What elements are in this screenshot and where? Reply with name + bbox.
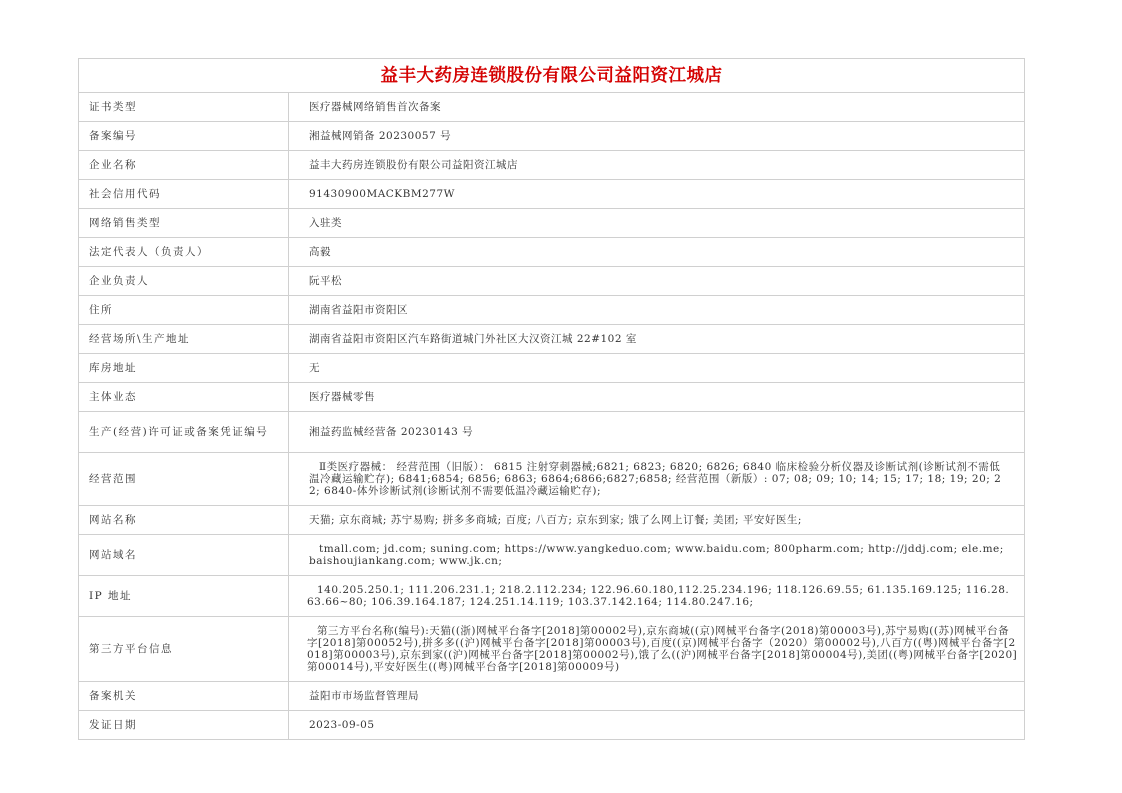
- field-label-cert-type: 证书类型: [79, 93, 289, 122]
- field-value-cert-type: 医疗器械网络销售首次备案: [289, 93, 1025, 122]
- table-row: [79, 412, 1025, 453]
- field-value-business-form: 医疗器械零售: [289, 383, 1025, 412]
- field-value-ip-address: [289, 576, 1025, 617]
- table-row: [79, 682, 1025, 711]
- field-label-website-domains: 网站域名: [79, 535, 289, 576]
- table-row: [79, 267, 1025, 296]
- field-label-issue-date: 发证日期: [79, 711, 289, 740]
- field-label-business-scope: 经营范围: [79, 453, 289, 506]
- title-row: [79, 59, 1025, 93]
- field-label-residence: 住所: [79, 296, 289, 325]
- field-value-company-head: 阮平松: [289, 267, 1025, 296]
- table-row: [79, 383, 1025, 412]
- field-label-license-number: 生产(经营)许可证或备案凭证编号: [79, 412, 289, 453]
- table-row: [79, 180, 1025, 209]
- field-label-company-name: 企业名称: [79, 151, 289, 180]
- table-row: [79, 238, 1025, 267]
- field-value-business-scope: [289, 453, 1025, 506]
- table-row: [79, 506, 1025, 535]
- field-label-business-address: 经营场所\生产地址: [79, 325, 289, 354]
- field-label-record-number: 备案编号: [79, 122, 289, 151]
- field-label-ip-address: IP 地址: [79, 576, 289, 617]
- field-label-credit-code: 社会信用代码: [79, 180, 289, 209]
- website-domains-text: tmall.com; jd.com; suning.com; https://www.yangkeduo.com; www.baidu.com; 800pharm.com; http://jddj.com; ele.me; baishoujiankang.com; www.jk.cn;: [309, 543, 1004, 567]
- table-row: [79, 535, 1025, 576]
- business-scope-text: Ⅱ类医疗器械： 经营范围（旧版）： 6815 注射穿刺器械;6821; 6823; 6820; 6826; 6840 临床检验分析仪器及诊断试剂(诊断试剂不需低温冷藏运输贮存); 6841;6854; 6856; 6863; 6864;6866;6827;6858; 经营范围（新版）: 07; 08; 09; 10; 14; 15; 17; 18; 19; 20; 22; 6840-体外诊断试剂(诊断试剂不需要低温冷藏运输贮存);: [309, 461, 1002, 497]
- table-row: [79, 296, 1025, 325]
- field-value-legal-representative: 高毅: [289, 238, 1025, 267]
- table-row: [79, 209, 1025, 238]
- table-row: [79, 122, 1025, 151]
- field-value-warehouse-address: 无: [289, 354, 1025, 383]
- field-value-sales-type: 入驻类: [289, 209, 1025, 238]
- field-label-website-names: 网站名称: [79, 506, 289, 535]
- field-value-record-authority: 益阳市市场监督管理局: [289, 682, 1025, 711]
- field-label-business-form: 主体业态: [79, 383, 289, 412]
- table-row: [79, 617, 1025, 682]
- field-value-company-name: 益丰大药房连锁股份有限公司益阳资江城店: [289, 151, 1025, 180]
- field-label-record-authority: 备案机关: [79, 682, 289, 711]
- table-row: [79, 325, 1025, 354]
- document-title: 益丰大药房连锁股份有限公司益阳资江城店: [79, 59, 1025, 93]
- field-value-third-party-platform: [289, 617, 1025, 682]
- field-value-license-number: 湘益药监械经营备 20230143 号: [289, 412, 1025, 453]
- field-label-company-head: 企业负责人: [79, 267, 289, 296]
- field-value-record-number: 湘益械网销备 20230057 号: [289, 122, 1025, 151]
- third-party-platform-text: 第三方平台名称(编号):天猫((浙)网械平台备字[2018]第00002号),京东商城((京)网械平台备字(2018)第00003号),苏宁易购((苏)网械平台备字[2018]第00052号),拼多多((沪)网械平台备字[2018]第00003号),百度((京)网械平台备字（2020）第00002号),八百方((粤)网械平台备字[2018]第00003号),京东到家((沪)网械平台备字[2018]第00002号),饿了么((沪)网械平台备字[2018]第00004号),美团((粤)网械平台备字[2020]第00014号),平安好医生((粤)网械平台备字[2018]第00009号): [307, 625, 1018, 673]
- table-row: [79, 354, 1025, 383]
- field-value-credit-code: 91430900MACKBM277W: [289, 180, 1025, 209]
- field-value-residence: 湖南省益阳市资阳区: [289, 296, 1025, 325]
- field-label-sales-type: 网络销售类型: [79, 209, 289, 238]
- field-value-business-address: 湖南省益阳市资阳区汽车路街道城门外社区大汉资江城 22#102 室: [289, 325, 1025, 354]
- table-row: [79, 93, 1025, 122]
- table-row: [79, 576, 1025, 617]
- field-value-website-names: 天猫; 京东商城; 苏宁易购; 拼多多商城; 百度; 八百方; 京东到家; 饿了么网上订餐; 美团; 平安好医生;: [289, 506, 1025, 535]
- field-value-issue-date: 2023-09-05: [289, 711, 1025, 740]
- ip-address-text: 140.205.250.1; 111.206.231.1; 218.2.112.234; 122.96.60.180,112.25.234.196; 118.126.69.55; 61.135.169.125; 116.28.63.66~80; 106.39.164.187; 124.251.14.119; 103.37.142.164; 114.80.247.16;: [307, 584, 1010, 608]
- field-label-legal-representative: 法定代表人（负责人）: [79, 238, 289, 267]
- field-value-website-domains: [289, 535, 1025, 576]
- field-label-third-party-platform: 第三方平台信息: [79, 617, 289, 682]
- table-row: [79, 151, 1025, 180]
- table-row: [79, 453, 1025, 506]
- record-table: [78, 58, 1025, 740]
- table-row: [79, 711, 1025, 740]
- field-label-warehouse-address: 库房地址: [79, 354, 289, 383]
